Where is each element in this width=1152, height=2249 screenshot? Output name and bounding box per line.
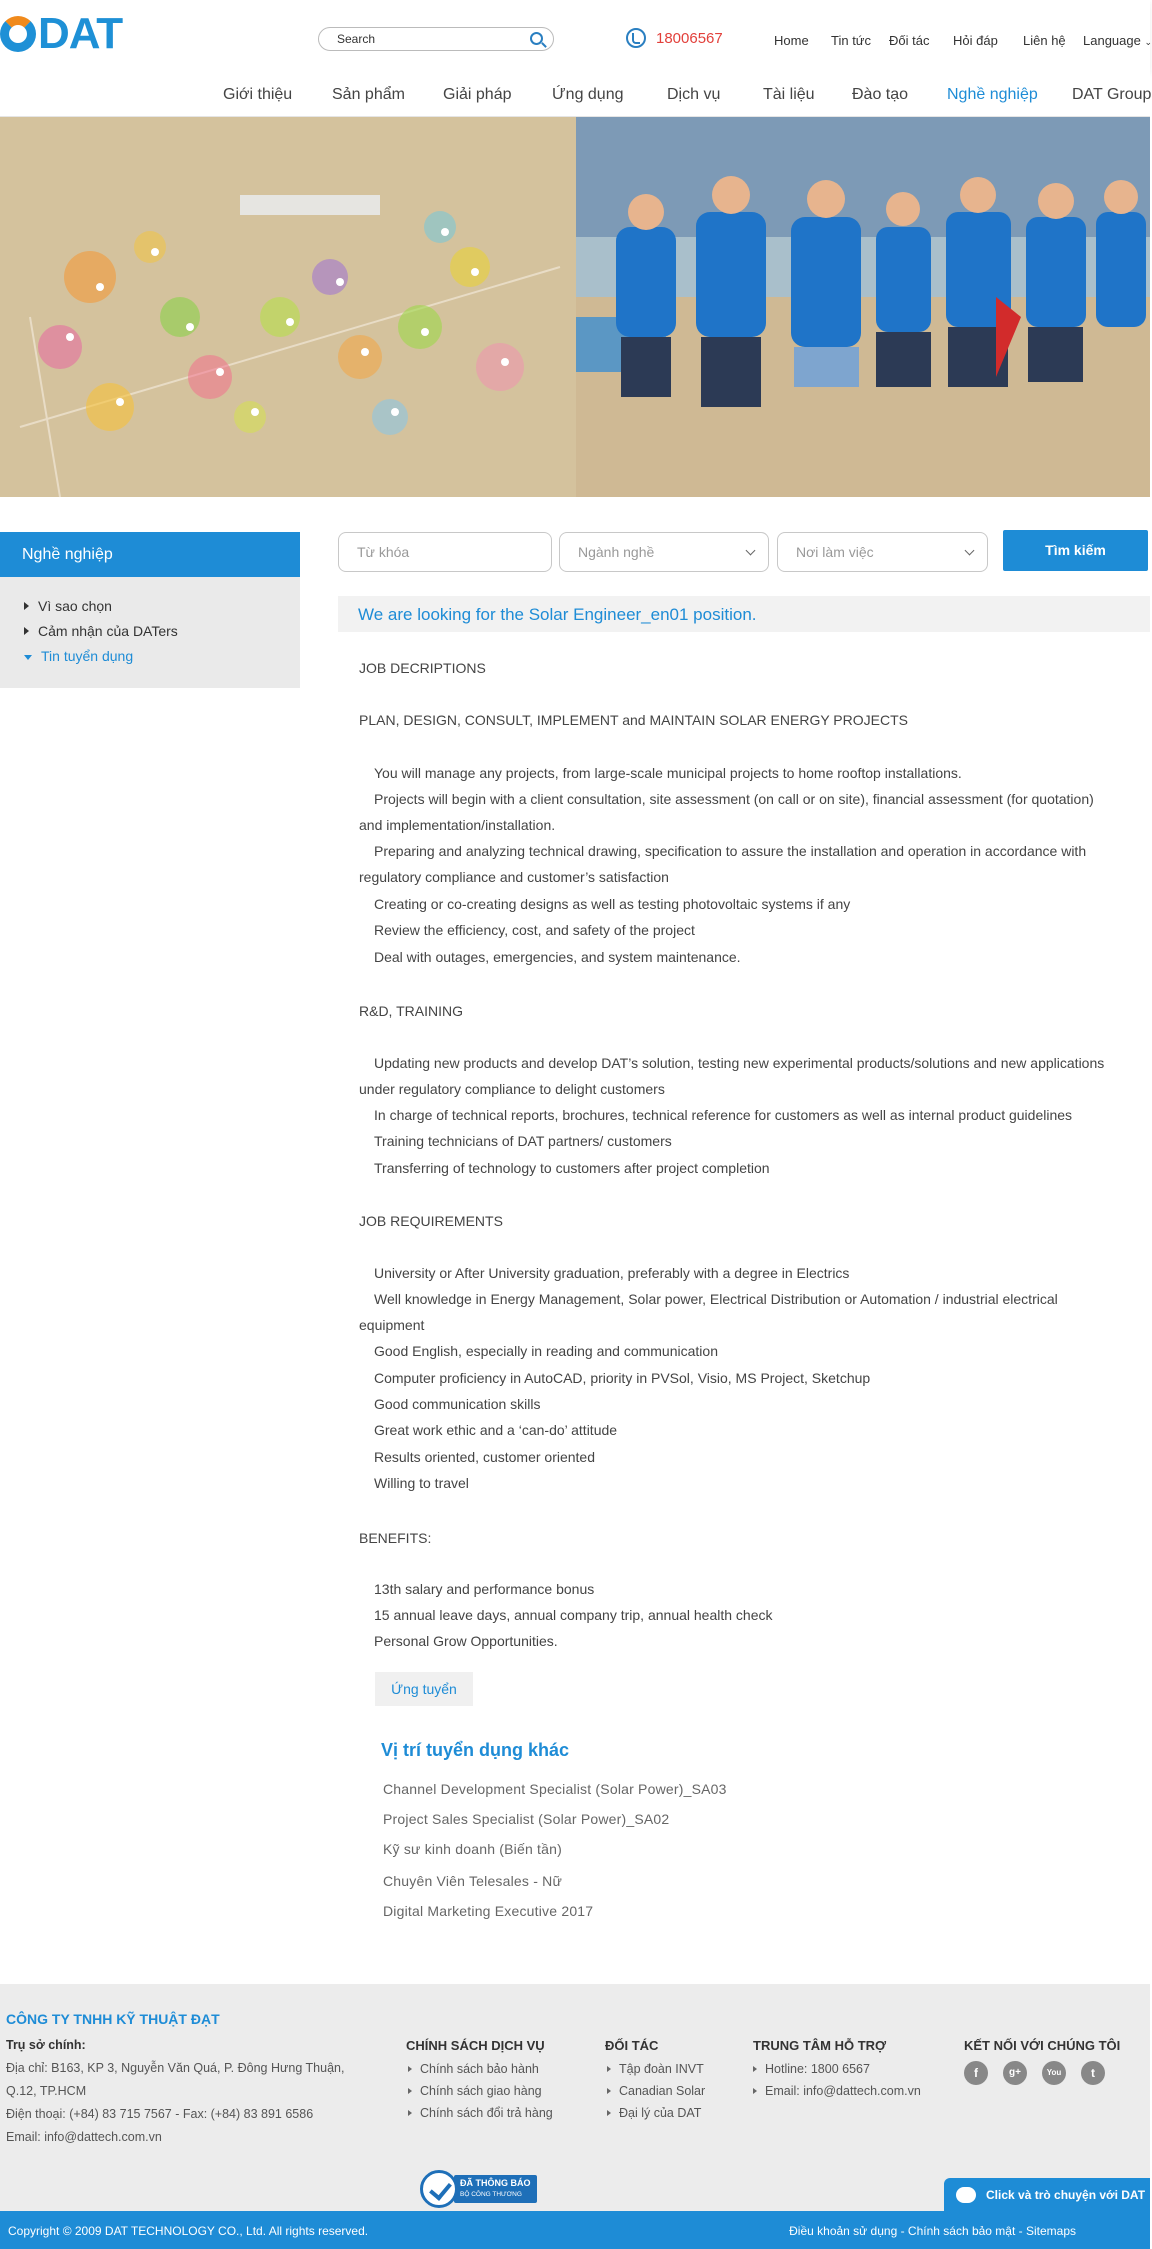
section-heading: R&D, TRAINING [359, 1003, 463, 1019]
req-line: Great work ethic and a ‘can-do’ attitude [374, 1422, 618, 1438]
req-line: Results oriented, customer oriented [374, 1449, 595, 1465]
phone-icon [626, 28, 646, 48]
sidebar-item-why-choose[interactable] [24, 598, 112, 614]
search-button[interactable]: Tìm kiếm [1003, 530, 1148, 571]
chevron-down-icon: ⌄ [1144, 37, 1152, 47]
partners-heading: ĐỐI TÁC [605, 2038, 659, 2053]
nav-item-products[interactable]: Sản phẩm [332, 86, 405, 103]
nav-item-careers[interactable]: Nghề nghiệp [947, 86, 1038, 103]
rd-line: Training technicians of DAT partners/ customers [374, 1133, 672, 1149]
logo[interactable] [0, 9, 123, 58]
other-jobs-title: Vị trí tuyển dụng khác [381, 1740, 570, 1760]
location-placeholder: Nơi làm việc [796, 544, 874, 560]
hotline-number: 18006567 [656, 29, 723, 47]
sidebar-item-label: Cảm nhận của DATers [38, 623, 178, 639]
top-link-contact[interactable]: Liên hệ [1023, 33, 1066, 48]
sidebar-item-label: Vì sao chọn [38, 598, 112, 614]
hotline[interactable] [626, 28, 723, 48]
policy-link[interactable]: Chính sách giao hàng [408, 2084, 542, 2098]
support-heading: TRUNG TÂM HỖ TRỢ [753, 2038, 887, 2053]
language-select[interactable] [1083, 33, 1152, 48]
badge-line: BỘ CÔNG THƯƠNG [460, 2191, 522, 2198]
search-input[interactable] [318, 27, 554, 51]
partner-link[interactable]: Tập đoàn INVT [607, 2062, 704, 2076]
badge-label [454, 2175, 537, 2203]
sidebar-item-job-posts[interactable] [24, 648, 133, 664]
sidebar-item-label: Tin tuyển dụng [41, 648, 134, 664]
keyword-input[interactable] [338, 532, 552, 572]
desc-line: Review the efficiency, cost, and safety of the project [374, 922, 695, 938]
nav-item-solutions[interactable]: Giải pháp [443, 86, 512, 103]
twitter-icon[interactable]: t [1081, 2061, 1105, 2085]
copyright: Copyright © 2009 DAT TECHNOLOGY CO., Ltd. All rights reserved. [8, 2224, 369, 2238]
facebook-icon[interactable]: f [964, 2061, 988, 2085]
nav-item-documents[interactable]: Tài liệu [763, 86, 815, 103]
desc-line: Deal with outages, emergencies, and system maintenance. [374, 949, 741, 965]
desc-line: Preparing and analyzing technical drawing, specification to assure the installation and operation in accordance with regulatory compliance and customer’s satisfaction [359, 843, 1087, 885]
chat-bubble-icon [956, 2187, 976, 2203]
search-placeholder: Search [337, 32, 376, 46]
req-line: Computer proficiency in AutoCAD, priority in PVSol, Visio, MS Project, Sketchup [374, 1370, 871, 1386]
search-icon[interactable] [530, 32, 543, 45]
section-heading: JOB REQUIREMENTS [359, 1213, 503, 1229]
ministry-registered-badge[interactable] [420, 2170, 537, 2208]
location-select[interactable] [777, 532, 988, 572]
nav-item-applications[interactable]: Ứng dụng [552, 86, 624, 103]
support-hotline[interactable]: Hotline: 1800 6567 [753, 2062, 870, 2076]
banner-photo-team-beach [576, 117, 1150, 497]
support-email[interactable]: Email: info@dattech.com.vn [753, 2084, 921, 2098]
policy-heading: CHÍNH SÁCH DỊCH VỤ [406, 2038, 545, 2053]
benefit-line: Personal Grow Opportunities. [374, 1633, 558, 1649]
req-line: Good communication skills [374, 1396, 541, 1412]
other-job-link[interactable]: Digital Marketing Executive 2017 [383, 1903, 594, 1919]
rd-line: In charge of technical reports, brochures, technical reference for customers as well as internal product guidelines [374, 1107, 1073, 1123]
youtube-icon[interactable]: You [1042, 2061, 1066, 2085]
connect-heading: KẾT NỐI VỚI CHÚNG TÔI [964, 2038, 1121, 2053]
other-job-link[interactable]: Kỹ sư kinh doanh (Biến tần) [383, 1841, 562, 1857]
logo-ring-icon [0, 16, 36, 52]
chevron-down-icon [965, 546, 975, 556]
language-label: Language [1083, 33, 1141, 48]
rd-line: Updating new products and develop DAT’s solution, testing new experimental products/solutions and new applications under regulatory compliance to delight customers [359, 1055, 1105, 1097]
main-nav [0, 72, 1150, 117]
desc-line: Creating or co-creating designs as well as testing photovoltaic systems if any [374, 896, 851, 912]
section-heading: JOB DECRIPTIONS [359, 660, 486, 676]
bottom-bar [0, 2211, 1150, 2249]
policy-link[interactable]: Chính sách bảo hành [408, 2062, 539, 2076]
job-title: We are looking for the Solar Engineer_en01 position. [338, 596, 1150, 632]
company-name: CÔNG TY TNHH KỸ THUẬT ĐẠT [6, 2011, 220, 2027]
nav-item-training[interactable]: Đào tạo [852, 86, 909, 103]
other-job-link[interactable]: Project Sales Specialist (Solar Power)_SA02 [383, 1811, 670, 1827]
caret-right-icon [24, 627, 29, 635]
nav-item-about[interactable]: Giới thiệu [223, 86, 293, 103]
caret-right-icon [24, 602, 29, 610]
sidebar-menu [0, 577, 300, 688]
nav-item-services[interactable]: Dịch vụ [667, 86, 721, 103]
benefit-line: 13th salary and performance bonus [374, 1581, 595, 1597]
phone-fax: Điện thoại: (+84) 83 715 7567 - Fax: (+84) 83 891 6586 [6, 2107, 314, 2121]
req-line: Willing to travel [374, 1475, 469, 1491]
industry-placeholder: Ngành nghề [578, 544, 655, 560]
req-line: University or After University graduation, preferably with a degree in Electrics [374, 1265, 850, 1281]
top-link-home[interactable]: Home [774, 33, 809, 48]
req-line: Well knowledge in Energy Management, Solar power, Electrical Distribution or Automation / industrial electrical equipment [359, 1291, 1058, 1333]
hero-banner [0, 117, 1150, 497]
nav-item-dat-group[interactable]: DAT Group [1072, 86, 1152, 103]
partner-link[interactable]: Đại lý của DAT [607, 2106, 701, 2120]
logo-text: DAT [38, 9, 123, 58]
email[interactable]: Email: info@dattech.com.vn [6, 2130, 162, 2144]
top-link-news[interactable]: Tin tức [831, 33, 872, 48]
google-plus-icon[interactable]: g+ [1003, 2061, 1027, 2085]
desc-line: You will manage any projects, from large-scale municipal projects to home rooftop installations. [374, 765, 962, 781]
top-link-faq[interactable]: Hỏi đáp [953, 33, 998, 48]
section-heading: BENEFITS: [359, 1530, 432, 1546]
address-line: Địa chỉ: B163, KP 3, Nguyễn Văn Quá, P. Đông Hưng Thuận, [6, 2061, 345, 2075]
banner-photo-aerial-beach [0, 117, 576, 497]
chevron-down-icon [746, 546, 756, 556]
other-job-link[interactable]: Chuyên Viên Telesales - Nữ [383, 1873, 563, 1889]
top-link-partners[interactable]: Đối tác [889, 33, 930, 48]
top-header [0, 0, 1150, 72]
policy-link[interactable]: Chính sách đổi trả hàng [408, 2106, 553, 2120]
req-line: Good English, especially in reading and communication [374, 1343, 718, 1359]
section-subheading: PLAN, DESIGN, CONSULT, IMPLEMENT and MAINTAIN SOLAR ENERGY PROJECTS [359, 712, 908, 728]
sidebar-title: Nghề nghiệp [0, 532, 300, 577]
check-icon [420, 2170, 458, 2208]
other-job-link[interactable]: Channel Development Specialist (Solar Power)_SA03 [383, 1781, 727, 1797]
keyword-placeholder: Từ khóa [357, 544, 410, 560]
caret-down-icon [24, 655, 32, 660]
benefit-line: 15 annual leave days, annual company trip, annual health check [374, 1607, 773, 1623]
rd-line: Transferring of technology to customers after project completion [374, 1160, 770, 1176]
badge-line: ĐÃ THÔNG BÁO [460, 2178, 531, 2188]
industry-select[interactable] [559, 532, 769, 572]
address-line: Q.12, TP.HCM [6, 2084, 87, 2098]
chat-button[interactable] [944, 2178, 1150, 2212]
hq-label: Trụ sở chính: [6, 2038, 86, 2052]
desc-line: Projects will begin with a client consultation, site assessment (on call or on site), financial assessment (for quotation) and implementation/installation. [359, 791, 1094, 833]
chat-label: Click và trò chuyện với DAT [986, 2188, 1146, 2202]
partner-link[interactable]: Canadian Solar [607, 2084, 705, 2098]
sidebar-item-daters[interactable] [24, 623, 178, 639]
apply-button[interactable]: Ứng tuyển [375, 1672, 473, 1706]
bottom-links[interactable]: Điều khoản sử dụng - Chính sách bảo mật - Sitemaps [789, 2224, 1076, 2238]
